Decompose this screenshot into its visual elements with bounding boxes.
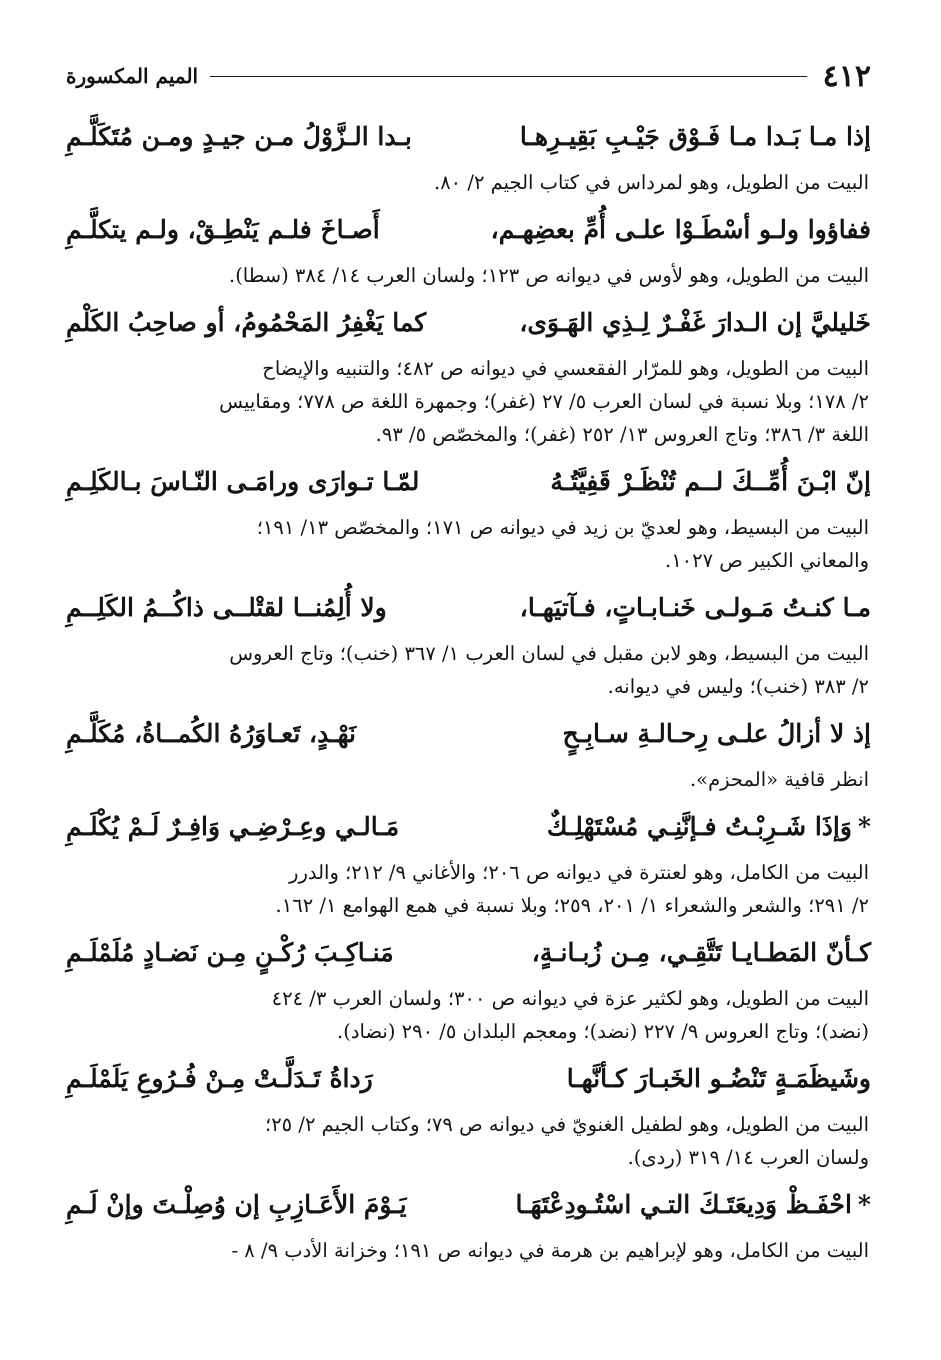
verse-entry xyxy=(66,577,871,703)
note-line: اللغة ٣/ ٣٨٦؛ وتاج العروس ١٣/ ٢٥٢ (غفر)؛ والمخصّص ٥/ ٩٣. xyxy=(375,423,869,446)
verse-note xyxy=(66,259,871,292)
verse-entry xyxy=(66,106,871,199)
verse-entry xyxy=(66,922,871,1048)
second-hemistich: رَداةُ تَـدَلَّـتْ مِـنْ فُـرُوعِ يَلَمْلَـمِ xyxy=(66,1063,373,1093)
verse-note xyxy=(66,856,871,922)
page-number: ٤١٢ xyxy=(822,58,871,94)
second-hemistich: مَنـاكِـبَ رُكْـنٍ مِـن نَضـادٍ مُلَمْلَـمِ xyxy=(66,937,394,967)
note-line: البيت من الطويل، وهو لمرداس في كتاب الجيم ٢/ ٨٠. xyxy=(434,171,869,194)
verse-line xyxy=(66,1174,871,1234)
verse-note xyxy=(66,511,871,577)
verse-entry xyxy=(66,796,871,922)
star-marker: * xyxy=(857,1189,871,1219)
note-line: ٢/ ٢٩١؛ والشعر والشعراء ١/ ٢٠١، ٢٥٩؛ وبلا نسبة في همع الهوامع ١/ ١٦٢. xyxy=(275,894,869,917)
second-hemistich: نَهْـدٍ، تَعـاوَرُهُ الكُمــاةُ، مُكَلَّـمِ xyxy=(66,718,357,748)
first-hemistich: ففاؤوا ولـو أسْطَـوْا علـى أُمِّ بعضِهـم، xyxy=(490,214,871,244)
first-hemistich: كـأنّ المَطـايـا تَتَّقِـي، مِـن زُبـانـةٍ، xyxy=(531,937,871,967)
verse-line xyxy=(66,577,871,637)
verse-note xyxy=(66,166,871,199)
verse-list xyxy=(66,106,871,1267)
first-hemistich xyxy=(515,1189,871,1219)
verse-entry xyxy=(66,199,871,292)
first-hemistich: خَليليَّ إن الـدارَ غَفْـرٌ لِـذِي الهَـوَى، xyxy=(519,307,871,337)
first-hemistich: مـا كنـتُ مَـولـى خَنـابـاتٍ، فـآتيَهـا، xyxy=(519,592,871,622)
verse-note xyxy=(66,982,871,1048)
second-hemistich: لمّـا تـوارَى ورامَـى النّـاسَ بـالكَلِـمِ xyxy=(66,466,420,496)
second-hemistich: أَصـاخَ فلـم يَنْطِـقْ، ولـم يتكلَّـمِ xyxy=(66,214,380,244)
second-hemistich: كما يَغْفِرُ المَحْمُومُ، أو صاحِبُ الكَلْمِ xyxy=(66,307,427,337)
first-hemistich: إنّ ابْـنَ أُمِّــكَ لــم تُنْظَـرْ قَفِيَّتُـهُ xyxy=(550,466,871,496)
note-line: ولسان العرب ١٤/ ٣١٩ (ردى). xyxy=(627,1146,869,1169)
verse-line xyxy=(66,106,871,166)
first-hemistich: وشَيظَمَـةٍ تَنْضُـو الخَبـارَ كـأنَّهـا xyxy=(566,1063,871,1093)
note-line: البيت من الكامل، وهو لعنترة في ديوانه ص ٢٠٦؛ والأغاني ٩/ ٢١٢؛ والدرر xyxy=(289,861,869,884)
first-hemistich-text: وَإذَا شَـرِبْـتُ فـإنَّنِـي مُسْتَهْلِـكٌ xyxy=(546,811,852,841)
star-marker: * xyxy=(857,811,871,841)
verse-entry xyxy=(66,1174,871,1267)
verse-entry xyxy=(66,292,871,451)
verse-note xyxy=(66,1108,871,1174)
second-hemistich: مَـالـي وعِـرْضِـي وَافِـرٌ لَـمْ يُكْلَـمِ xyxy=(66,811,400,841)
first-hemistich-text: احْفَـظْ وَدِيعَتَـكَ التـي اسْتُـودِعْتَهَـا xyxy=(515,1189,852,1219)
verse-entry xyxy=(66,1048,871,1174)
second-hemistich: بـدا الـزَّوْلُ مـن جيـدٍ ومـن مُتَكَلَّـمِ xyxy=(66,121,412,151)
section-title: الميم المكسورة xyxy=(66,64,199,88)
note-line: البيت من الطويل، وهو لطفيل الغنويّ في ديوانه ص ٧٩؛ وكتاب الجيم ٢/ ٢٥؛ xyxy=(265,1113,869,1136)
verse-line xyxy=(66,451,871,511)
running-header xyxy=(66,56,871,96)
first-hemistich: إذا مـا بَـدا مـا فَـوْق جَيْـبِ بَقِيـرِهـا xyxy=(519,121,871,151)
note-line: البيت من البسيط، وهو لابن مقبل في لسان العرب ١/ ٣٦٧ (خنب)؛ وتاج العروس xyxy=(229,642,869,665)
verse-entry xyxy=(66,451,871,577)
verse-note xyxy=(66,352,871,451)
verse-line xyxy=(66,1048,871,1108)
verse-note xyxy=(66,763,871,796)
note-line: ٢/ ٣٨٣ (خنب)؛ وليس في ديوانه. xyxy=(607,675,869,698)
second-hemistich: ولا أُلِمُنــا لقتْلــى ذاكُــمُ الكَلِــمِ xyxy=(66,592,387,622)
note-line: البيت من الطويل، وهو لأوس في ديوانه ص ١٢٣؛ ولسان العرب ١٤/ ٣٨٤ (سطا). xyxy=(229,264,869,287)
note-line: والمعاني الكبير ص ١٠٢٧. xyxy=(664,549,869,572)
verse-note xyxy=(66,637,871,703)
verse-note xyxy=(66,1234,871,1267)
verse-line xyxy=(66,292,871,352)
verse-entry xyxy=(66,703,871,796)
note-line: انظر قافية «المحزم». xyxy=(689,768,869,791)
note-line: البيت من الطويل، وهو لكثير عزة في ديوانه ص ٣٠٠؛ ولسان العرب ٣/ ٤٢٤ xyxy=(271,987,869,1010)
note-line: ٢/ ١٧٨؛ وبلا نسبة في لسان العرب ٥/ ٢٧ (غفر)؛ وجمهرة اللغة ص ٧٧٨؛ ومقاييس xyxy=(219,390,869,413)
verse-line xyxy=(66,922,871,982)
verse-line xyxy=(66,703,871,763)
note-line: البيت من الطويل، وهو للمرّار الفقعسي في ديوانه ص ٤٨٢؛ والتنبيه والإيضاح xyxy=(262,357,869,380)
first-hemistich: إذ لا أزالُ علـى رِحـالـةِ سـابِـحٍ xyxy=(562,718,871,748)
note-line: (نضد)؛ وتاج العروس ٩/ ٢٢٧ (نضد)؛ ومعجم البلدان ٥/ ٢٩٠ (نضاد). xyxy=(337,1020,869,1043)
note-line: البيت من الكامل، وهو لإبراهيم بن هرمة في ديوانه ص ١٩١؛ وخزانة الأدب ٩/ ٨ - xyxy=(231,1239,869,1262)
verse-line xyxy=(66,796,871,856)
header-rule xyxy=(210,76,807,77)
verse-line xyxy=(66,199,871,259)
note-line: البيت من البسيط، وهو لعديّ بن زيد في ديوانه ص ١٧١؛ والمخصّص ١٣/ ١٩١؛ xyxy=(256,516,869,539)
first-hemistich xyxy=(546,811,871,841)
second-hemistich: يَـوْمَ الأَعَـازِبِ إن وُصِلْـتَ وإنْ لَـمِ xyxy=(66,1189,407,1219)
